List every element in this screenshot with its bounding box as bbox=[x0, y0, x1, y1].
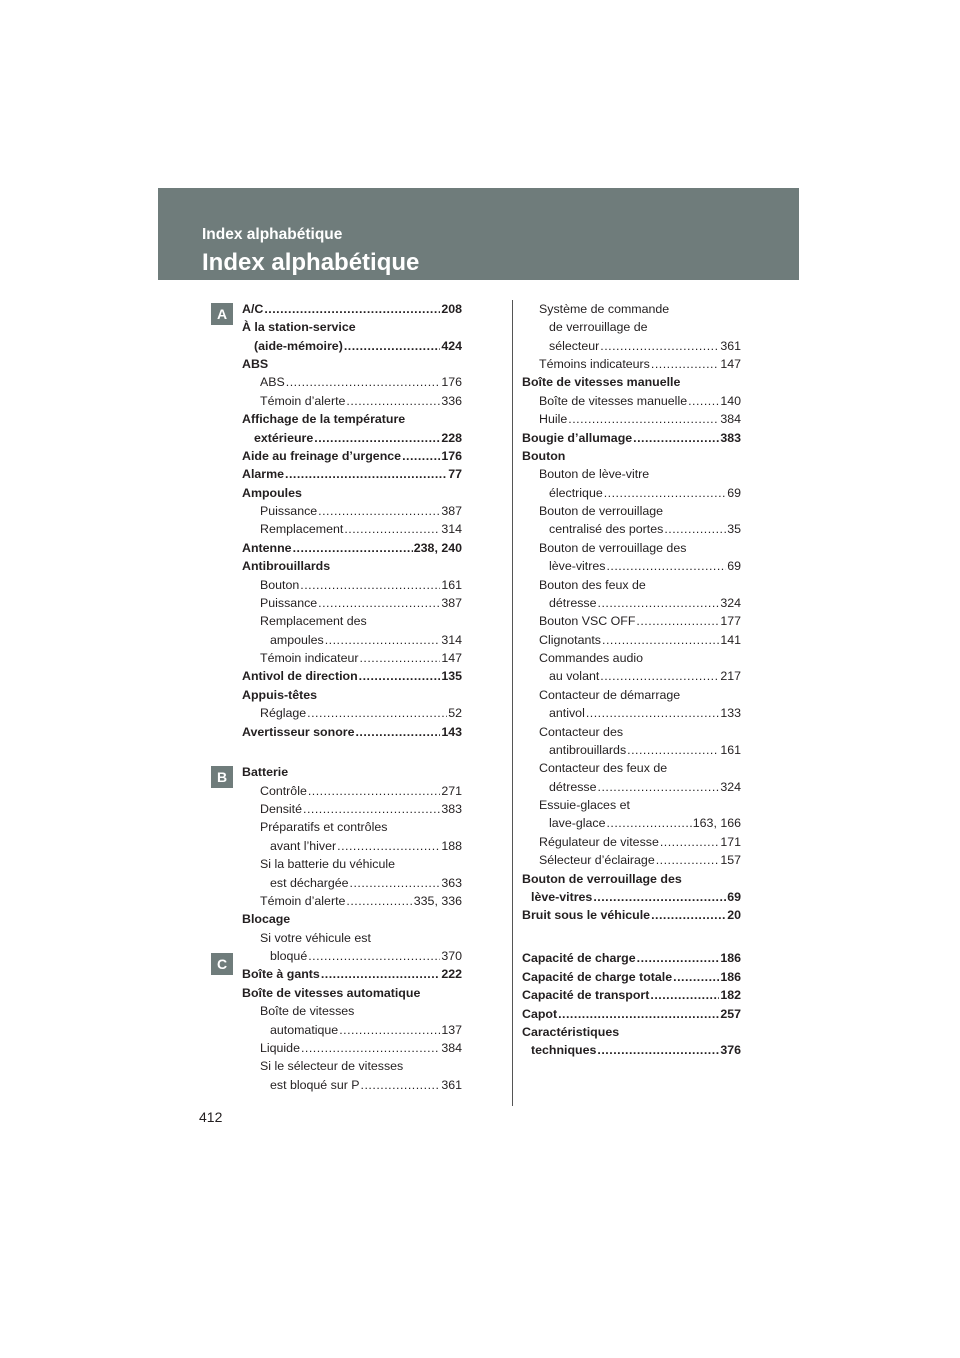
index-entry-page: 387 bbox=[441, 596, 462, 610]
index-entry bbox=[539, 300, 741, 318]
index-entry-term: Contacteur de démarrage bbox=[539, 688, 681, 702]
index-entry-term: est bloqué sur P bbox=[270, 1078, 360, 1092]
dot-leader bbox=[586, 704, 719, 722]
index-entry-term: Essuie-glaces et bbox=[539, 798, 630, 812]
index-entry-term: Commandes audio bbox=[539, 651, 644, 665]
index-entry bbox=[260, 649, 462, 667]
index-entry bbox=[242, 667, 462, 685]
index-entry-term: (aide-mémoire) bbox=[254, 339, 343, 353]
index-entry bbox=[549, 778, 741, 796]
index-entry bbox=[522, 1005, 741, 1023]
index-entry-page: 238, 240 bbox=[413, 541, 462, 555]
index-entry bbox=[260, 1057, 462, 1075]
dot-leader bbox=[606, 814, 691, 832]
index-entry bbox=[254, 337, 462, 355]
index-entry bbox=[539, 465, 741, 483]
index-entry bbox=[260, 373, 462, 391]
index-entry-page: 143 bbox=[441, 725, 462, 739]
index-entry-page: 135 bbox=[441, 669, 462, 683]
index-entry-term: Remplacement bbox=[260, 522, 344, 536]
index-entry-page: 161 bbox=[441, 578, 462, 592]
index-entry-term: centralisé des portes bbox=[549, 522, 664, 536]
index-entry-term: Capacité de charge totale bbox=[522, 970, 673, 984]
index-entry-term: Contacteur des bbox=[539, 725, 624, 739]
index-entry-term: Témoin d’alerte bbox=[260, 394, 346, 408]
index-entry-page: 361 bbox=[720, 339, 741, 353]
index-entry bbox=[531, 888, 741, 906]
index-entry bbox=[270, 1076, 462, 1094]
index-entry bbox=[260, 855, 462, 873]
index-entry-term: Témoin indicateur bbox=[260, 651, 359, 665]
index-entry bbox=[539, 612, 741, 630]
index-entry bbox=[242, 318, 462, 336]
index-entry-page: 363 bbox=[441, 876, 462, 890]
index-entry bbox=[549, 704, 741, 722]
dot-leader bbox=[558, 1005, 719, 1023]
index-entry-term: ABS bbox=[242, 357, 269, 371]
index-entry bbox=[549, 520, 741, 538]
index-entry-page: 335, 336 bbox=[413, 894, 462, 908]
dot-leader bbox=[627, 741, 719, 759]
index-entry bbox=[260, 576, 462, 594]
dot-leader bbox=[344, 520, 440, 538]
index-entry-page: 222 bbox=[441, 967, 462, 981]
index-entry-page: 257 bbox=[720, 1007, 741, 1021]
dot-leader bbox=[325, 631, 441, 649]
index-entry-page: 20 bbox=[727, 908, 741, 922]
dot-leader bbox=[303, 800, 440, 818]
index-entry-page: 383 bbox=[720, 431, 741, 445]
index-entry-term: détresse bbox=[549, 780, 597, 794]
index-entry-page: 182 bbox=[720, 988, 741, 1002]
index-entry-term: Régulateur de vitesse bbox=[539, 835, 659, 849]
index-entry bbox=[242, 300, 462, 318]
index-entry bbox=[260, 392, 462, 410]
index-entry-term: de verrouillage de bbox=[549, 320, 648, 334]
index-entry-term: Puissance bbox=[260, 504, 318, 518]
index-entry bbox=[539, 355, 741, 373]
index-entry-page: 147 bbox=[720, 357, 741, 371]
dot-leader bbox=[308, 947, 440, 965]
index-entry-page: 186 bbox=[720, 970, 741, 984]
index-entry bbox=[260, 1002, 462, 1020]
index-entry-page: 137 bbox=[441, 1023, 462, 1037]
dot-leader bbox=[337, 837, 440, 855]
dot-leader bbox=[339, 1021, 440, 1039]
index-entry bbox=[522, 447, 741, 465]
index-entry-term: Si votre véhicule est bbox=[260, 931, 371, 945]
index-entry-page: 77 bbox=[448, 467, 462, 481]
dot-leader bbox=[633, 429, 719, 447]
dot-leader bbox=[602, 631, 719, 649]
dot-leader bbox=[664, 520, 726, 538]
index-entry-term: Alarme bbox=[242, 467, 285, 481]
index-entry bbox=[270, 837, 462, 855]
index-letter-tab-c: C bbox=[211, 953, 233, 975]
index-entry bbox=[242, 910, 462, 928]
dot-leader bbox=[346, 892, 412, 910]
dot-leader bbox=[359, 649, 440, 667]
index-entry-page: 35 bbox=[727, 522, 741, 536]
index-entry bbox=[260, 594, 462, 612]
index-entry bbox=[260, 704, 462, 722]
index-entry-page: 361 bbox=[441, 1078, 462, 1092]
index-entry-page: 69 bbox=[727, 890, 741, 904]
page-number: 412 bbox=[199, 1109, 223, 1125]
column-divider bbox=[512, 300, 513, 1106]
index-entry bbox=[539, 796, 741, 814]
dot-leader bbox=[285, 465, 447, 483]
dot-leader bbox=[597, 1041, 719, 1059]
index-entry-term: Bruit sous le véhicule bbox=[522, 908, 651, 922]
index-entry bbox=[549, 814, 741, 832]
index-entry-term: Bouton de verrouillage des bbox=[522, 872, 682, 886]
index-entry-page: 157 bbox=[720, 853, 741, 867]
dot-leader bbox=[355, 723, 440, 741]
index-entry-term: ABS bbox=[260, 375, 285, 389]
index-entry-term: Bougie d’allumage bbox=[522, 431, 633, 445]
index-entry-term: Préparatifs et contrôles bbox=[260, 820, 388, 834]
index-entry bbox=[270, 874, 462, 892]
index-entry-page: 176 bbox=[441, 449, 462, 463]
dot-leader bbox=[598, 778, 720, 796]
dot-leader bbox=[301, 1039, 440, 1057]
index-entry bbox=[260, 892, 462, 910]
index-entry-term: Antibrouillards bbox=[242, 559, 331, 573]
dot-leader bbox=[688, 392, 719, 410]
dot-leader bbox=[350, 874, 441, 892]
dot-leader bbox=[673, 968, 719, 986]
dot-leader bbox=[568, 410, 719, 428]
index-entry bbox=[539, 833, 741, 851]
index-entry-term: Puissance bbox=[260, 596, 318, 610]
index-entry bbox=[260, 800, 462, 818]
dot-leader bbox=[651, 906, 726, 924]
index-entry-page: 271 bbox=[441, 784, 462, 798]
index-entry-page: 208 bbox=[441, 302, 462, 316]
index-entry-page: 217 bbox=[720, 669, 741, 683]
index-entry bbox=[242, 686, 462, 704]
index-entry bbox=[539, 649, 741, 667]
index-entry-term: Bouton bbox=[522, 449, 566, 463]
index-entry bbox=[549, 557, 741, 575]
index-entry-page: 147 bbox=[441, 651, 462, 665]
index-entry bbox=[522, 429, 741, 447]
index-entry bbox=[549, 484, 741, 502]
index-entry bbox=[522, 1023, 741, 1041]
dot-leader bbox=[600, 667, 719, 685]
index-entry-page: 171 bbox=[720, 835, 741, 849]
index-entry bbox=[539, 759, 741, 777]
index-entry-page: 384 bbox=[441, 1041, 462, 1055]
index-entry-page: 384 bbox=[720, 412, 741, 426]
dot-leader bbox=[604, 484, 726, 502]
index-entry-term: Sélecteur d’éclairage bbox=[539, 853, 655, 867]
index-entry bbox=[522, 968, 741, 986]
index-entry-term: Si la batterie du véhicule bbox=[260, 857, 396, 871]
index-entry bbox=[242, 965, 462, 983]
index-entry bbox=[539, 851, 741, 869]
index-entry bbox=[539, 410, 741, 428]
index-entry-page: 383 bbox=[441, 802, 462, 816]
index-entry-term: bloqué bbox=[270, 949, 308, 963]
index-entry-term: Affichage de la température bbox=[242, 412, 406, 426]
index-entry-term: Témoins indicateurs bbox=[539, 357, 650, 371]
index-entry-page: 69 bbox=[727, 486, 741, 500]
dot-leader bbox=[318, 502, 440, 520]
index-entry bbox=[242, 447, 462, 465]
index-entry-term: est déchargée bbox=[270, 876, 349, 890]
index-entry bbox=[531, 1041, 741, 1059]
dot-leader bbox=[651, 355, 719, 373]
index-entry-term: Boîte de vitesses manuelle bbox=[539, 394, 688, 408]
dot-leader bbox=[286, 373, 441, 391]
dot-leader bbox=[593, 888, 726, 906]
index-entry-page: 69 bbox=[727, 559, 741, 573]
index-entry bbox=[242, 410, 462, 428]
index-entry-term: Ampoules bbox=[242, 486, 302, 500]
index-entry bbox=[522, 870, 741, 888]
index-entry-page: 186 bbox=[720, 951, 741, 965]
index-entry-term: Huile bbox=[539, 412, 568, 426]
dot-leader bbox=[346, 392, 440, 410]
index-entry bbox=[539, 392, 741, 410]
index-entry-page: 133 bbox=[720, 706, 741, 720]
index-entry bbox=[260, 520, 462, 538]
dot-leader bbox=[598, 594, 720, 612]
index-entry-term: Blocage bbox=[242, 912, 291, 926]
index-entry-term: Avertisseur sonore bbox=[242, 725, 355, 739]
index-entry bbox=[522, 373, 741, 391]
index-entry-page: 324 bbox=[720, 596, 741, 610]
index-entry-term: Boîte de vitesses manuelle bbox=[522, 375, 681, 389]
index-entry bbox=[549, 741, 741, 759]
index-entry-term: avant l’hiver bbox=[270, 839, 337, 853]
index-entry-page: 228 bbox=[441, 431, 462, 445]
index-entry-term: Boîte de vitesses automatique bbox=[242, 986, 421, 1000]
index-entry bbox=[242, 484, 462, 502]
index-entry-term: Boîte à gants bbox=[242, 967, 320, 981]
index-entry bbox=[260, 612, 462, 630]
index-entry-term: Antivol de direction bbox=[242, 669, 358, 683]
index-letter-tab-a: A bbox=[211, 303, 233, 325]
index-entry bbox=[260, 1039, 462, 1057]
index-entry-term: lave-glace bbox=[549, 816, 606, 830]
dot-leader bbox=[660, 833, 719, 851]
dot-leader bbox=[293, 539, 413, 557]
index-entry-page: 387 bbox=[441, 504, 462, 518]
index-entry-term: Aide au freinage d’urgence bbox=[242, 449, 402, 463]
dot-leader bbox=[318, 594, 440, 612]
index-entry-term: Appuis-têtes bbox=[242, 688, 318, 702]
index-entry-term: Système de commande bbox=[539, 302, 670, 316]
index-entry-page: 188 bbox=[441, 839, 462, 853]
dot-leader bbox=[636, 612, 719, 630]
index-entry bbox=[549, 318, 741, 336]
index-entry-term: Bouton de verrouillage bbox=[539, 504, 663, 518]
index-entry-page: 140 bbox=[720, 394, 741, 408]
dot-leader bbox=[300, 576, 440, 594]
index-entry bbox=[260, 782, 462, 800]
index-entry-page: 376 bbox=[720, 1043, 741, 1057]
index-entry-term: extérieure bbox=[254, 431, 314, 445]
index-entry-term: Bouton VSC OFF bbox=[539, 614, 636, 628]
dot-leader bbox=[402, 447, 440, 465]
index-entry-page: 370 bbox=[441, 949, 462, 963]
index-entry-term: lève-vitres bbox=[531, 890, 593, 904]
index-entry bbox=[522, 949, 741, 967]
index-entry-term: techniques bbox=[531, 1043, 597, 1057]
index-entry bbox=[270, 947, 462, 965]
index-entry-term: Contrôle bbox=[260, 784, 307, 798]
index-entry bbox=[549, 594, 741, 612]
index-entry bbox=[270, 1021, 462, 1039]
index-entry-term: détresse bbox=[549, 596, 597, 610]
index-entry-page: 163, 166 bbox=[692, 816, 741, 830]
index-entry-page: 314 bbox=[441, 633, 462, 647]
index-entry bbox=[539, 576, 741, 594]
index-entry bbox=[549, 337, 741, 355]
index-entry-term: Réglage bbox=[260, 706, 307, 720]
index-entry-term: électrique bbox=[549, 486, 603, 500]
index-entry bbox=[539, 631, 741, 649]
index-entry-term: Capacité de transport bbox=[522, 988, 650, 1002]
index-entry bbox=[270, 631, 462, 649]
index-letter-tab-b: B bbox=[211, 766, 233, 788]
index-entry-page: 336 bbox=[441, 394, 462, 408]
index-entry-term: Bouton des feux de bbox=[539, 578, 646, 592]
index-entry-term: au volant bbox=[549, 669, 600, 683]
index-entry-term: Capot bbox=[522, 1007, 558, 1021]
index-entry bbox=[242, 539, 462, 557]
index-entry-page: 176 bbox=[441, 375, 462, 389]
index-entry bbox=[260, 818, 462, 836]
index-entry-term: Densité bbox=[260, 802, 303, 816]
index-entry-page: 141 bbox=[720, 633, 741, 647]
index-entry bbox=[242, 355, 462, 373]
index-entry bbox=[242, 465, 462, 483]
dot-leader bbox=[359, 667, 441, 685]
dot-leader bbox=[314, 429, 440, 447]
index-entry bbox=[539, 539, 741, 557]
index-entry bbox=[260, 502, 462, 520]
index-entry bbox=[242, 984, 462, 1002]
index-entry bbox=[260, 929, 462, 947]
dot-leader bbox=[606, 557, 726, 575]
index-entry-term: Clignotants bbox=[539, 633, 601, 647]
index-entry-page: 324 bbox=[720, 780, 741, 794]
index-entry-page: 177 bbox=[720, 614, 741, 628]
index-entry-page: 424 bbox=[441, 339, 462, 353]
index-entry-term: antivol bbox=[549, 706, 585, 720]
section-label: Index alphabétique bbox=[202, 226, 343, 243]
index-entry-page: 314 bbox=[441, 522, 462, 536]
index-entry bbox=[242, 763, 462, 781]
dot-leader bbox=[600, 337, 719, 355]
index-entry-term: sélecteur bbox=[549, 339, 600, 353]
dot-leader bbox=[656, 851, 720, 869]
index-entry bbox=[254, 429, 462, 447]
index-entry-term: Bouton bbox=[260, 578, 300, 592]
index-entry bbox=[549, 667, 741, 685]
index-entry bbox=[522, 986, 741, 1004]
dot-leader bbox=[650, 986, 719, 1004]
index-entry-term: A/C bbox=[242, 302, 264, 316]
index-entry-term: Batterie bbox=[242, 765, 289, 779]
index-entry-term: À la station-service bbox=[242, 320, 356, 334]
index-entry-page: 52 bbox=[448, 706, 462, 720]
index-entry bbox=[522, 906, 741, 924]
index-entry-page: 161 bbox=[720, 743, 741, 757]
index-entry-term: ampoules bbox=[270, 633, 324, 647]
index-entry-term: Contacteur des feux de bbox=[539, 761, 668, 775]
index-entry bbox=[242, 557, 462, 575]
dot-leader bbox=[307, 704, 447, 722]
index-entry-term: Antenne bbox=[242, 541, 292, 555]
dot-leader bbox=[308, 782, 440, 800]
index-entry-term: Bouton de verrouillage des bbox=[539, 541, 687, 555]
index-entry bbox=[539, 723, 741, 741]
dot-leader bbox=[637, 949, 720, 967]
index-entry-term: lève-vitres bbox=[549, 559, 606, 573]
index-entry-term: antibrouillards bbox=[549, 743, 627, 757]
index-entry-term: Si le sélecteur de vitesses bbox=[260, 1059, 404, 1073]
index-entry-term: Boîte de vitesses bbox=[260, 1004, 355, 1018]
index-entry bbox=[539, 686, 741, 704]
index-entry-term: Remplacement des bbox=[260, 614, 367, 628]
dot-leader bbox=[344, 337, 440, 355]
dot-leader bbox=[361, 1076, 441, 1094]
index-entry-term: Liquide bbox=[260, 1041, 300, 1055]
index-entry bbox=[242, 723, 462, 741]
index-entry-term: Bouton de lève-vitre bbox=[539, 467, 650, 481]
index-entry-term: Caractéristiques bbox=[522, 1025, 620, 1039]
dot-leader bbox=[264, 300, 440, 318]
index-entry-term: automatique bbox=[270, 1023, 339, 1037]
page-title: Index alphabétique bbox=[202, 249, 420, 276]
index-entry bbox=[539, 502, 741, 520]
index-entry-term: Capacité de charge bbox=[522, 951, 636, 965]
dot-leader bbox=[321, 965, 441, 983]
index-entry-term: Témoin d’alerte bbox=[260, 894, 346, 908]
